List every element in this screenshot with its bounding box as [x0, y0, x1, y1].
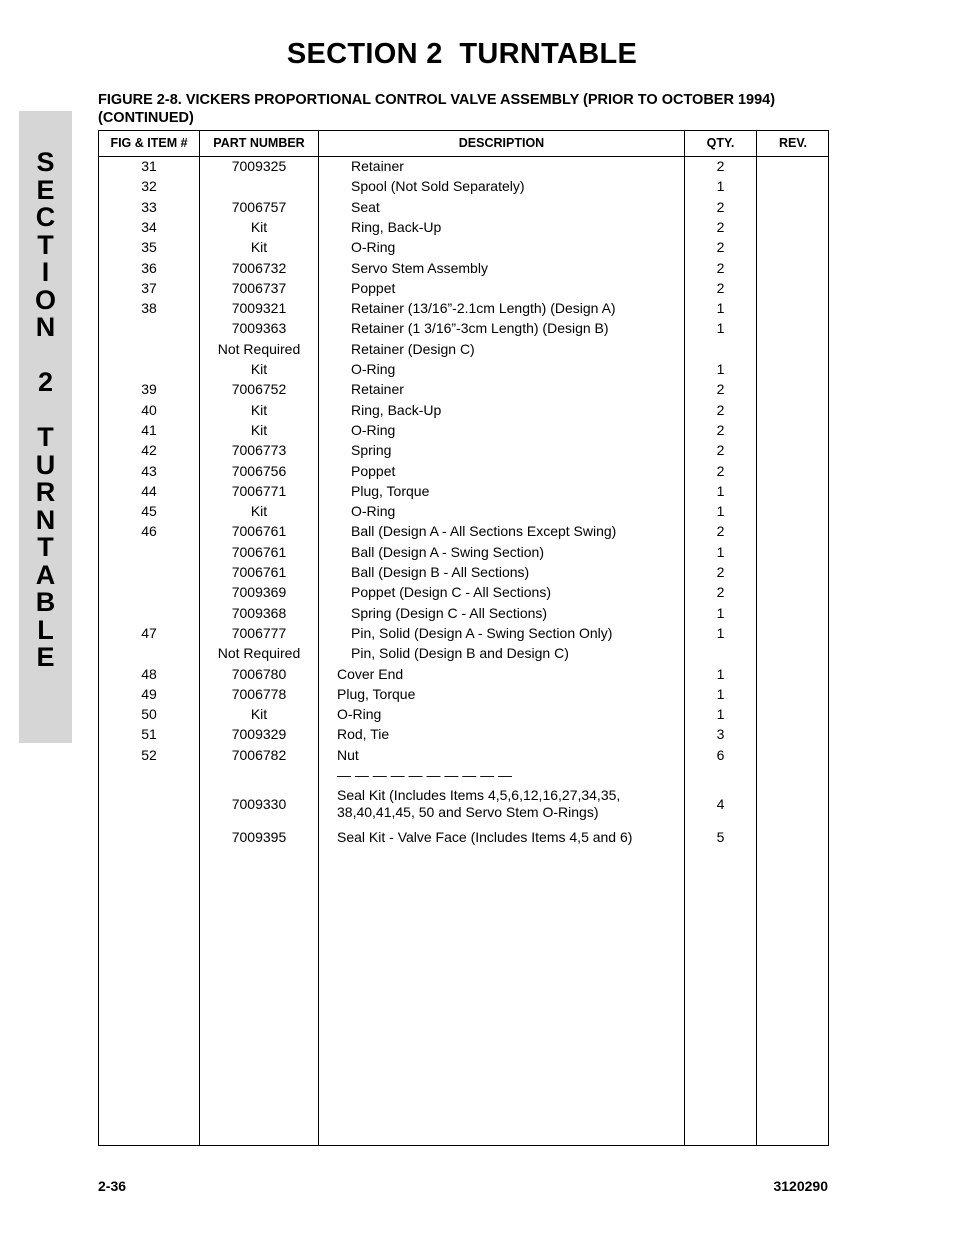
item-number: 48 [141, 665, 157, 682]
quantity: 2 [716, 421, 725, 438]
description: O-Ring [337, 706, 382, 723]
page-title: SECTION 2 TURNTABLE [286, 38, 638, 70]
description: Poppet [351, 462, 396, 479]
description: Nut [337, 746, 359, 763]
part-number: Kit [250, 503, 268, 520]
quantity: 1 [716, 503, 725, 520]
part-number: 7006737 [231, 279, 287, 296]
quantity: 1 [716, 685, 725, 702]
side-tab-letter: B [35, 587, 56, 617]
quantity: 2 [716, 401, 725, 418]
item-number: 37 [141, 279, 157, 296]
description: Seal Kit - Valve Face (Includes Items 4,5 and 6) [337, 828, 633, 845]
part-number: 7006752 [231, 381, 287, 398]
description: O-Ring [351, 361, 396, 377]
item-number: 38 [141, 300, 157, 317]
quantity: 2 [716, 442, 725, 459]
item-number: 43 [141, 462, 157, 479]
description: Seat [351, 198, 380, 215]
quantity: 2 [716, 259, 725, 276]
column-divider [756, 131, 757, 1145]
item-number: 40 [141, 401, 157, 418]
part-number: Not Required [217, 340, 301, 357]
item-number: 39 [141, 381, 157, 398]
part-number: 7006757 [231, 198, 287, 215]
description: Plug, Torque [337, 685, 416, 702]
part-number: Kit [250, 239, 268, 256]
side-tab-letter: N [35, 312, 56, 342]
quantity: 1 [716, 604, 725, 621]
description: Ring, Back-Up [351, 218, 442, 235]
item-number: 33 [141, 198, 157, 215]
part-number: 7009363 [231, 320, 287, 337]
description: Ball (Design B - All Sections) [351, 564, 530, 580]
quantity: 1 [716, 624, 725, 641]
quantity: 4 [716, 795, 725, 812]
header-divider [99, 156, 828, 157]
quantity: 1 [716, 300, 725, 317]
quantity: 1 [716, 178, 725, 195]
quantity: 2 [716, 218, 725, 235]
part-number: 7009329 [231, 726, 287, 743]
item-number: 46 [141, 523, 157, 540]
part-number: 7006756 [231, 462, 287, 479]
quantity: 2 [716, 381, 725, 398]
part-number: 7006732 [231, 259, 287, 276]
quantity: 2 [716, 564, 725, 580]
part-number: 7006761 [231, 564, 287, 580]
item-number: 36 [141, 259, 157, 276]
description: Retainer [351, 158, 404, 174]
part-number: 7006780 [231, 665, 287, 682]
side-tab-letter: 2 [37, 367, 54, 397]
quantity: 5 [716, 828, 725, 845]
item-number: 50 [141, 706, 157, 723]
quantity: 6 [716, 746, 725, 763]
side-tab-letter: T [37, 422, 54, 452]
side-tab-letter: O [34, 284, 56, 315]
quantity: 1 [716, 320, 725, 337]
header-rev: REV. [778, 136, 808, 150]
side-tab-letter: T [37, 532, 54, 562]
parts-table [98, 130, 829, 1146]
quantity: 2 [716, 279, 725, 296]
side-tab-letter: U [35, 449, 56, 480]
side-tab-letter: E [36, 174, 55, 205]
side-tab-letter: I [41, 257, 50, 287]
quantity: 3 [716, 726, 725, 743]
side-tab-letter: L [37, 614, 54, 645]
item-number: 44 [141, 482, 157, 499]
side-tab-letter: E [36, 642, 55, 672]
description: Rod, Tie [337, 726, 390, 743]
description: Spring (Design C - All Sections) [351, 604, 548, 621]
description: Spool (Not Sold Separately) [351, 178, 525, 195]
side-tab-letter: C [35, 202, 56, 232]
side-tab-letter: S [36, 147, 55, 177]
description: Retainer (Design C) [351, 340, 475, 357]
part-number: 7006777 [231, 624, 287, 641]
quantity: 1 [716, 482, 725, 499]
header-description: DESCRIPTION [458, 136, 545, 150]
item-number: 35 [141, 239, 157, 256]
description: Poppet [351, 279, 396, 296]
description: Plug, Torque [351, 482, 430, 499]
item-number: 45 [141, 503, 157, 520]
part-number: 7009330 [231, 795, 287, 812]
description: Retainer [351, 381, 404, 398]
side-tab-letter: N [35, 504, 56, 535]
description: Ball (Design A - All Sections Except Swing) [351, 523, 617, 540]
quantity: 2 [716, 158, 725, 174]
part-number: Kit [250, 401, 268, 418]
quantity: 2 [716, 198, 725, 215]
part-number: 7009395 [231, 828, 287, 845]
part-number: 7006761 [231, 523, 287, 540]
part-number: 7006773 [231, 442, 287, 459]
part-number: Not Required [217, 645, 301, 662]
part-number: 7009325 [231, 158, 287, 174]
description: Retainer (1 3/16”-3cm Length) (Design B) [351, 320, 609, 337]
document-number: 3120290 [773, 1178, 828, 1194]
item-number: 41 [141, 421, 157, 438]
section-side-tab [19, 111, 72, 743]
part-number: Kit [250, 706, 268, 723]
item-number: 51 [141, 726, 157, 743]
quantity: 1 [716, 665, 725, 682]
header-qty: QTY. [706, 136, 735, 150]
header-item: FIG & ITEM # [110, 136, 188, 150]
figure-title-line-1: FIGURE 2-8. VICKERS PROPORTIONAL CONTROL VALVE ASSEMBLY (PRIOR TO OCTOBER 1994) [98, 92, 776, 108]
description: O-Ring [351, 239, 396, 256]
column-divider [318, 131, 319, 1145]
part-number: 7009321 [231, 300, 287, 317]
side-tab-letter: R [35, 477, 56, 507]
part-number: Kit [250, 421, 268, 438]
description: Spring [351, 442, 392, 459]
description: O-Ring [351, 421, 396, 438]
description: Ring, Back-Up [351, 401, 442, 418]
item-number: 47 [141, 624, 157, 641]
item-number: 31 [141, 158, 157, 174]
header-part-number: PART NUMBER [213, 136, 305, 150]
figure-title [98, 91, 838, 127]
description: Ball (Design A - Swing Section) [351, 543, 544, 560]
part-number: 7006771 [231, 482, 287, 499]
part-number: 7009369 [231, 584, 287, 601]
description: Poppet (Design C - All Sections) [351, 584, 551, 601]
side-tab-letter: T [37, 229, 54, 260]
description: Retainer (13/16”-2.1cm Length) (Design A) [351, 300, 616, 317]
item-number: 49 [141, 685, 157, 702]
item-number: 32 [141, 178, 157, 195]
description: Seal Kit (Includes Items 4,5,6,12,16,27,34,35, 38,40,41,45, 50 and Servo Stem O-Rings) [337, 787, 621, 821]
quantity: 1 [716, 706, 725, 723]
part-number: Kit [250, 361, 268, 377]
description: O-Ring [351, 503, 396, 520]
description: — — — — — — — — — — [337, 767, 513, 783]
quantity: 1 [716, 361, 725, 377]
description: Pin, Solid (Design B and Design C) [351, 645, 569, 662]
description: Servo Stem Assembly [351, 259, 488, 276]
item-number: 34 [141, 218, 157, 235]
quantity: 2 [716, 462, 725, 479]
item-number: 52 [141, 746, 157, 763]
part-number: Kit [250, 218, 268, 235]
part-number: 7006778 [231, 685, 287, 702]
quantity: 2 [716, 523, 725, 540]
quantity: 2 [716, 239, 725, 256]
quantity: 2 [716, 584, 725, 601]
quantity: 1 [716, 543, 725, 560]
description: Pin, Solid (Design A - Swing Section Only) [351, 624, 613, 641]
description: Cover End [337, 665, 404, 682]
item-number: 42 [141, 442, 157, 459]
part-number: 7009368 [231, 604, 287, 621]
part-number: 7006761 [231, 543, 287, 560]
figure-title-line-2: (CONTINUED) [98, 110, 194, 126]
side-tab-letter: A [35, 559, 56, 590]
part-number: 7006782 [231, 746, 287, 763]
page-number: 2-36 [98, 1178, 127, 1194]
